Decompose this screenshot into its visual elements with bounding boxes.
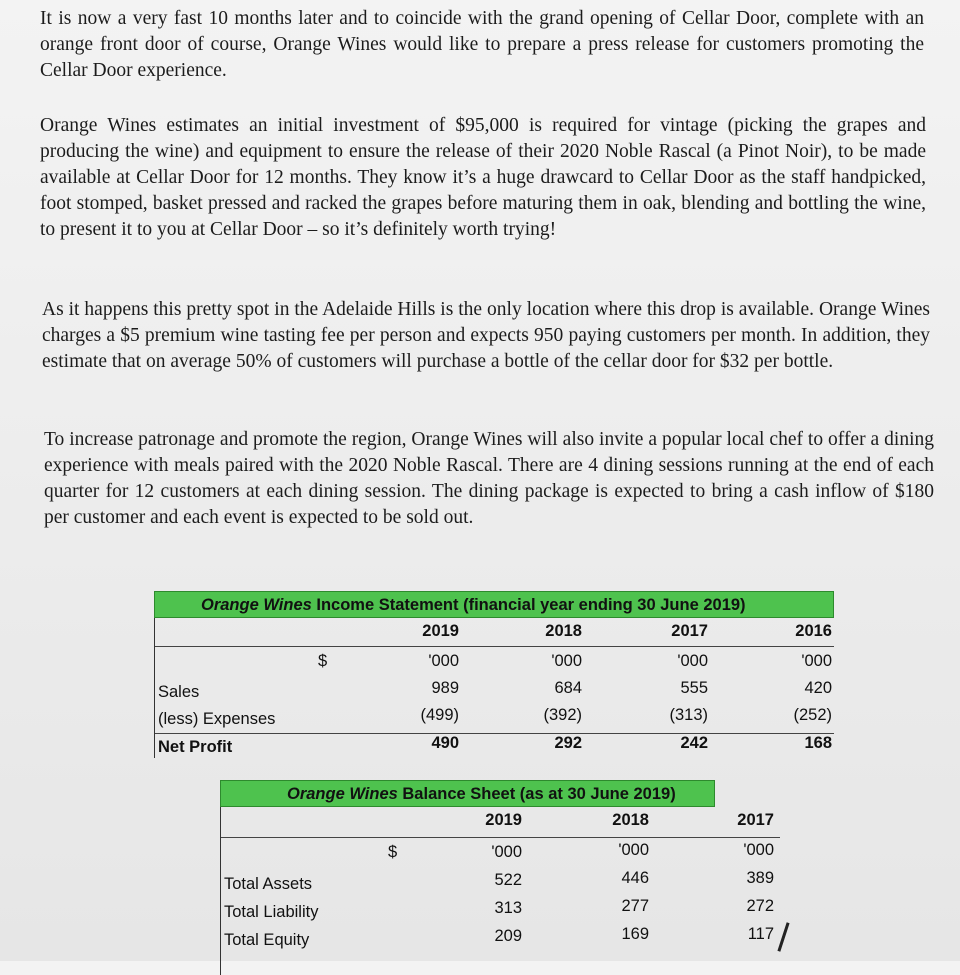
divider [155,733,834,734]
unit-label: '000 [743,841,774,859]
balance-sheet-body [220,807,780,975]
cell-value: 209 [494,927,522,945]
currency-label: $ [318,652,328,670]
row-label: Sales [158,683,200,701]
cell-value: 684 [554,679,582,697]
cell-value: (499) [420,706,459,724]
balance-sheet-title: Orange Wines Balance Sheet (as at 30 June 2019) [220,780,715,807]
cell-value: 168 [804,734,832,752]
cell-value: 242 [680,734,708,752]
cell-value: 277 [621,897,649,915]
divider [155,646,834,647]
year-header: 2018 [612,811,649,829]
cell-value: 389 [746,869,774,887]
cell-value: 117 [747,925,774,943]
cell-value: 272 [746,897,774,915]
row-label: Total Liability [224,903,319,921]
year-header: 2018 [545,622,582,640]
paragraph-dining: To increase patronage and promote the region, Orange Wines will also invite a popular local chef to offer a dining experience with meals paired with the 2020 Noble Rascal. There are 4 dining sessions running at the end of each quarter for 12 customers at each dining session. The dining package is expected to bring a cash inflow of $180 per customer and each event is expected to be sold out. [44,429,934,528]
cell-value: 989 [431,679,459,697]
row-label: Net Profit [158,738,233,756]
row-label: Total Assets [224,875,313,893]
paragraph-intro: It is now a very fast 10 months later and to coincide with the grand opening of Cellar Door, complete with an orange front door of course, Orange Wines would like to prepare a press release for customers promoting the Cellar Door experience. [40,8,924,81]
balance-sheet-table [220,780,780,975]
year-header: 2019 [422,622,459,640]
unit-label: '000 [491,843,522,861]
cell-value: 490 [431,734,459,752]
cell-value: 169 [621,925,649,943]
cell-value: 555 [680,679,708,697]
unit-label: '000 [428,652,459,670]
income-statement-table [154,591,834,758]
unit-label: '000 [801,652,832,670]
year-header: 2017 [671,622,708,640]
year-header: 2017 [737,811,774,829]
unit-label: '000 [551,652,582,670]
cell-value: 522 [494,871,522,889]
income-statement-title: Orange Wines Income Statement (financial year ending 30 June 2019) [154,591,834,618]
year-header: 2019 [485,811,522,829]
cell-value: 420 [804,679,832,697]
divider [221,837,780,838]
cell-value: 313 [494,899,522,917]
cell-value: (252) [793,706,832,724]
cell-value: (392) [543,706,582,724]
cell-value: (313) [669,706,708,724]
income-statement-body [154,618,834,758]
cell-value: 446 [621,869,649,887]
row-label: Total Equity [224,931,310,949]
paragraph-tasting: As it happens this pretty spot in the Adelaide Hills is the only location where this drop is available. Orange Wines charges a $5 premium wine tasting fee per person and expects 950 paying customers per month. In addition, they estimate that on average 50% of customers will purchase a bottle of the cellar door for $32 per bottle. [42,299,930,372]
year-header: 2016 [795,622,832,640]
currency-label: $ [388,843,398,861]
cell-value: 292 [554,734,582,752]
unit-label: '000 [677,652,708,670]
unit-label: '000 [618,841,649,859]
paragraph-investment: Orange Wines estimates an initial investment of $95,000 is required for vintage (picking the grapes and producing the wine) and equipment to ensure the release of their 2020 Noble Rascal (a Pinot Noir), to be made available at Cellar Door for 12 months. They know it’s a huge drawcard to Cellar Door as the staff handpicked, foot stomped, basket pressed and racked the grapes before maturing them in oak, blending and bottling the wine, to present it to you at Cellar Door – so it’s definitely worth trying! [40,115,926,240]
row-label: (less) Expenses [158,710,276,728]
